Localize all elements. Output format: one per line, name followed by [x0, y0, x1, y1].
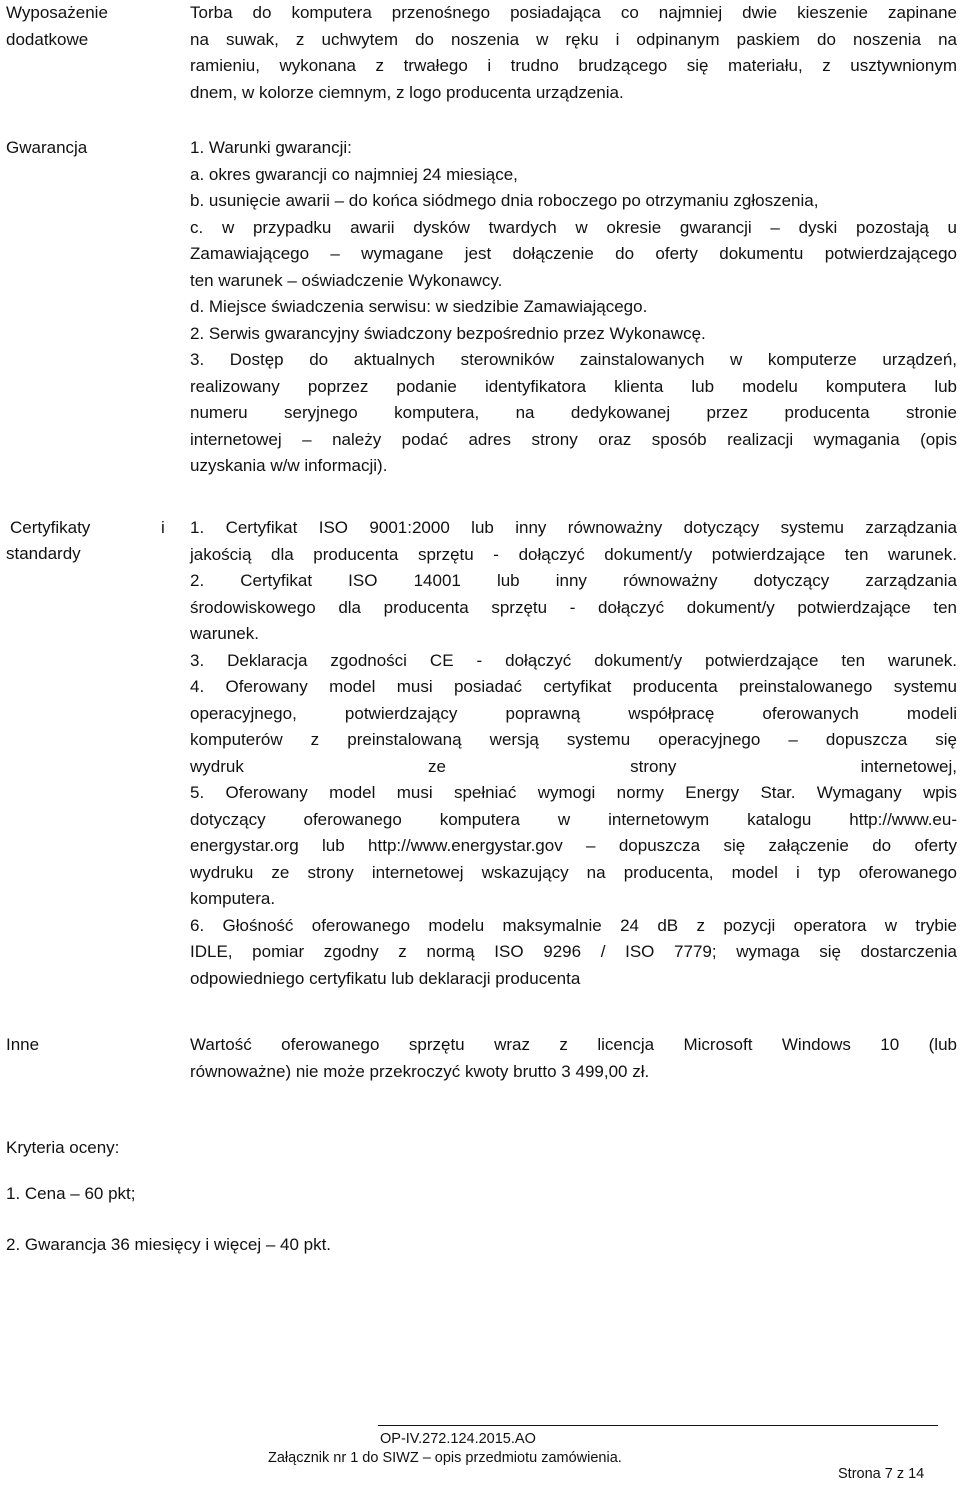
text-line: wydruk ze strony internetowej,: [190, 756, 957, 776]
footer-attachment: Załącznik nr 1 do SIWZ – opis przedmiotu zamówienia.: [268, 1450, 622, 1466]
text-line: komputerów z preinstalowaną wersją systemu operacyjnego – dopuszcza się: [190, 730, 957, 749]
criteria-item: 1. Cena – 60 pkt;: [6, 1184, 136, 1203]
text-line: 5. Oferowany model musi spełniać wymogi normy Energy Star. Wymagany wpis: [190, 783, 957, 802]
row-label-equipment: [6, 0, 146, 53]
row-content-warranty: [190, 135, 957, 480]
text-line: odpowiedniego certyfikatu lub deklaracji producenta: [190, 968, 581, 988]
footer-divider: [378, 1425, 938, 1426]
text-line: uzyskania w/w informacji).: [190, 456, 388, 475]
footer-reference: OP-IV.272.124.2015.AO: [380, 1431, 536, 1447]
text-line: środowiskowego dla producenta sprzętu - dołączyć dokument/y potwierdzające ten: [190, 597, 957, 617]
text-line: dnem, w kolorze ciemnym, z logo producenta urządzenia.: [190, 82, 624, 102]
text-line: komputera.: [190, 889, 276, 908]
text-line: energystar.org lub http://www.energystar.gov – dopuszcza się załączenie do oferty: [190, 836, 957, 855]
label-text: standardy: [6, 544, 81, 563]
row-label-other: [6, 1032, 136, 1059]
text-line: a. okres gwarancji co najmniej 24 miesiące,: [190, 164, 518, 184]
row-content-equipment: [190, 0, 957, 106]
text-line: równoważne) nie może przekroczyć kwoty brutto 3 499,00 zł.: [190, 1061, 650, 1081]
text-line: ten warunek – oświadczenie Wykonawcy.: [190, 270, 503, 290]
text-line: ramieniu, wykonana z trwałego i trudno brudzącego się materiału, z usztywnionym: [190, 56, 957, 75]
text-line: na suwak, z uchwytem do noszenia w ręku i odpinanym paskiem do noszenia na: [190, 29, 957, 49]
criteria-item: 2. Gwarancja 36 miesięcy i więcej – 40 pkt.: [6, 1235, 332, 1254]
text-line: 2. Serwis gwarancyjny świadczony bezpośrednio przez Wykonawcę.: [190, 323, 706, 343]
text-line: 1. Warunki gwarancji:: [190, 138, 352, 157]
label-text: i: [161, 518, 165, 537]
text-line: 2. Certyfikat ISO 14001 lub inny równoważny dotyczący zarządzania: [190, 571, 957, 590]
text-line: Torba do komputera przenośnego posiadająca co najmniej dwie kieszenie zapinane: [190, 3, 957, 22]
label-text: Gwarancja: [6, 138, 88, 157]
label-text: Wyposażenie dodatkowe: [6, 3, 108, 49]
text-line: 1. Certyfikat ISO 9001:2000 lub inny równoważny dotyczący systemu zarządzania: [190, 518, 957, 537]
text-line: wydruku ze strony internetowej wskazujący na producenta, model i typ oferowanego: [190, 862, 957, 882]
text-line: Zamawiającego – wymagane jest dołączenie do oferty dokumentu potwierdzającego: [190, 244, 957, 263]
text-line: 4. Oferowany model musi posiadać certyfikat producenta preinstalowanego systemu: [190, 677, 957, 696]
text-line: IDLE, pomiar zgodny z normą ISO 9296 / ISO 7779; wymaga się dostarczenia: [190, 942, 957, 961]
text-line: 3. Deklaracja zgodności CE - dołączyć dokument/y potwierdzające ten warunek.: [190, 650, 957, 670]
text-line: dotyczący oferowanego komputera w internetowym katalogu http://www.eu-: [190, 809, 957, 829]
criteria-heading: Kryteria oceny:: [6, 1138, 120, 1157]
text-line: numeru seryjnego komputera, na dedykowanej przez producenta stronie: [190, 403, 957, 422]
row-label-warranty: [6, 135, 136, 162]
text-line: realizowany poprzez podanie identyfikatora klienta lub modelu komputera lub: [190, 376, 957, 396]
text-line: jakością dla producenta sprzętu - dołączyć dokument/y potwierdzające ten warunek.: [190, 544, 957, 564]
text-line: b. usunięcie awarii – do końca siódmego dnia roboczego po otrzymaniu zgłoszenia,: [190, 191, 819, 210]
footer-page-number: Strona 7 z 14: [838, 1466, 925, 1482]
text-line: Wartość oferowanego sprzętu wraz z licencja Microsoft Windows 10 (lub: [190, 1035, 957, 1054]
text-line: warunek.: [190, 624, 259, 643]
text-line: c. w przypadku awarii dysków twardych w okresie gwarancji – dyski pozostają u: [190, 217, 957, 237]
text-line: d. Miejsce świadczenia serwisu: w siedzibie Zamawiającego.: [190, 297, 648, 316]
text-line: internetowej – należy podać adres strony oraz sposób realizacji wymagania (opis: [190, 429, 957, 449]
row-content-other: [190, 1032, 957, 1085]
label-text: Certyfikaty: [10, 518, 91, 537]
label-text: Inne: [6, 1035, 40, 1054]
text-line: 3. Dostęp do aktualnych sterowników zainstalowanych w komputerze urządzeń,: [190, 350, 957, 369]
text-line: 6. Głośność oferowanego modelu maksymalnie 24 dB z pozycji operatora w trybie: [190, 915, 957, 935]
row-content-certificates: [190, 515, 957, 992]
text-line: operacyjnego, potwierdzający poprawną współpracę oferowanych modeli: [190, 703, 957, 723]
